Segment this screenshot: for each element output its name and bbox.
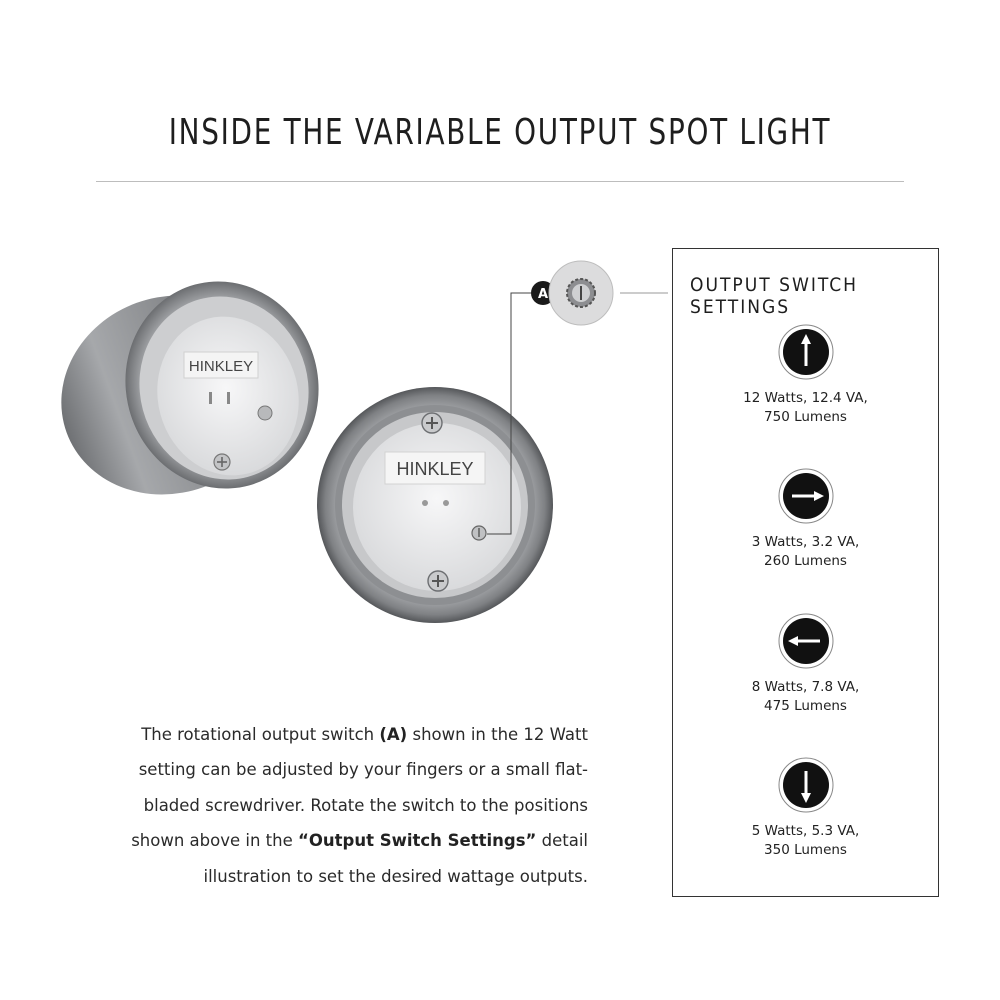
setting-spec-line: 12 Watts, 12.4 VA, — [743, 390, 868, 406]
left-fixture-brand-label: HINKLEY — [188, 358, 254, 375]
page-title: INSIDE THE VARIABLE OUTPUT SPOT LIGHT — [168, 112, 832, 153]
arrow-down-icon — [778, 757, 834, 813]
arrow-right-icon — [778, 468, 834, 524]
setting-lumens-line: 350 Lumens — [764, 842, 847, 858]
setting-spec-line: 3 Watts, 3.2 VA, — [751, 534, 860, 550]
left-fixture — [33, 260, 342, 525]
setting-spec-line: 5 Watts, 5.3 VA, — [751, 823, 860, 839]
center-fixture — [317, 387, 553, 623]
setting-lumens-line: 750 Lumens — [764, 409, 847, 425]
center-fixture-brand-label: HINKLEY — [396, 459, 474, 479]
setting-spec-line: 8 Watts, 7.8 VA, — [751, 679, 860, 695]
svg-text:A: A — [537, 287, 549, 302]
setting-3-watts — [672, 468, 939, 571]
arrow-up-icon — [778, 324, 834, 380]
setting-5-watts — [672, 757, 939, 860]
settings-panel-title: OUTPUT SWITCH SETTINGS — [690, 274, 859, 318]
instructions-paragraph: The rotational output switch (A) shown in the 12 Watt setting can be adjusted by your fingers or a small flat-bladed screwdriver. Rotate the switch to the positions shown above in the “Output Switch Settings” detail illustration to set the desired wattage outputs. — [131, 724, 588, 886]
setting-lumens-line: 475 Lumens — [764, 698, 847, 714]
setting-8-watts — [672, 613, 939, 716]
setting-12-watts — [672, 324, 939, 427]
setting-lumens-line: 260 Lumens — [764, 553, 847, 569]
switch-detail-zoom — [549, 261, 613, 325]
arrow-left-icon — [778, 613, 834, 669]
